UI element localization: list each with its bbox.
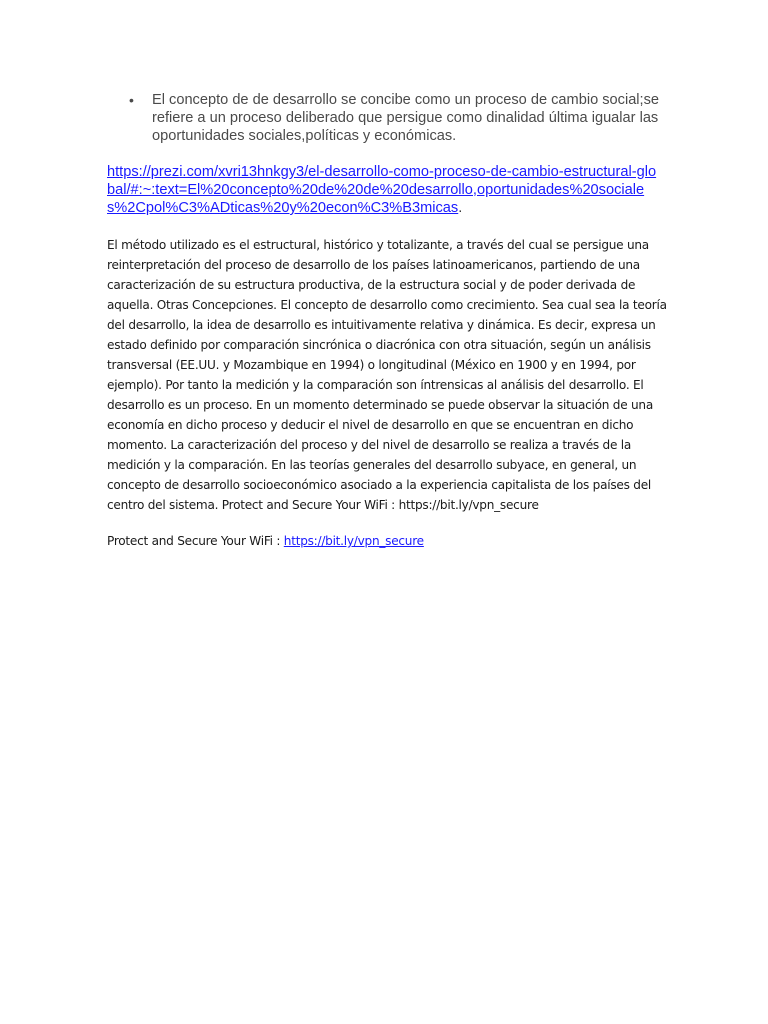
footer-label: Protect and Secure Your WiFi : [107, 534, 284, 548]
bullet-marker: • [129, 92, 134, 108]
body-paragraph: El método utilizado es el estructural, histórico y totalizante, a través del cual se persigue una reinterpretación del proceso de desarrollo de los países latinoamericanos, partiendo de una caracterización de su estructura productiva, de la estructura social y de poder derivada de aquella. Otras Concepciones. El concepto de desarrollo como crecimiento. Sea cual sea la teoría del desarrollo, la idea de desarrollo es intuitivamente relativa y dinámica. Es decir, expresa un estado definido por comparación sincrónica o diacrónica con otra situación, según un análisis transversal (EE.UU. y Mozambique en 1994) o longitudinal (México en 1900 y en 1994, por ejemplo). Por tanto la medición y la comparación son íntrensicas al análisis del desarrollo. El desarrollo es un proceso. En un momento determinado se puede observar la situación de una economía en dicho proceso y deducir el nivel de desarrollo en que se encuentran en dicho momento. La caracterización del proceso y del nivel de desarrollo se realiza a través de la medición y la comparación. En las teorías generales del desarrollo subyace, en general, un concepto de desarrollo socioeconómico asociado a la experiencia capitalista de los países del centro del sistema. Protect and Secure Your WiFi : https://bit.ly/vpn_secure [107, 238, 667, 512]
list-item [107, 91, 668, 145]
link-trailing-period: . [458, 200, 463, 216]
bullet-list [107, 91, 668, 145]
vpn-link[interactable]: https://bit.ly/vpn_secure [283, 534, 424, 548]
source-link-paragraph [107, 163, 663, 217]
prezi-link[interactable]: https://prezi.com/xvri13hnkgy3/el-desarrollo-como-proceso-de-cambio-estructural-global/#:~:text=El%20concepto%20de%20de%20desarrollo,oportunidades%20sociales%2Cpol%C3%ADticas%20y%20econ%C3%B3micas [107, 164, 657, 216]
bullet-text: El concepto de de desarrollo se concibe como un proceso de cambio social;se refiere a un proceso deliberado que persigue como dinalidad última igualar las oportunidades sociales,políticas y económicas. [152, 92, 660, 144]
footer-paragraph [107, 531, 668, 551]
